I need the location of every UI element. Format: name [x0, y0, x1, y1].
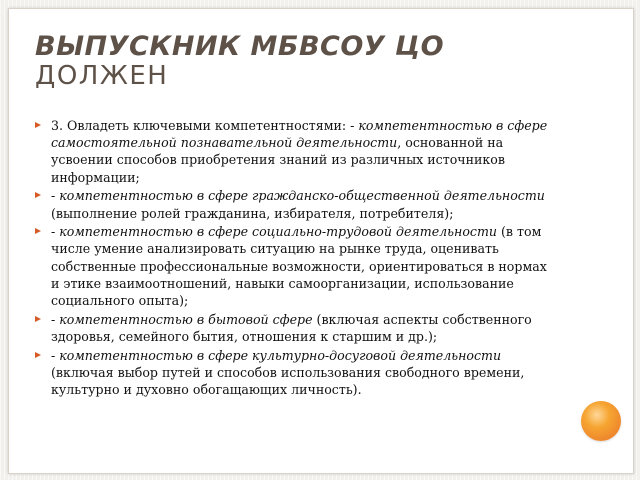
bullet-text-plain: , основанной на усвоении способов приобретения знаний из различных источников информации;	[51, 135, 505, 185]
bullet-item-1	[35, 117, 555, 186]
bullet-text-plain: -	[51, 311, 60, 327]
bullet-text-italic: компетентностью в сфере культурно-досуговой деятельности	[59, 347, 502, 363]
bullet-text-plain: (выполнение ролей гражданина, избирателя, потребителя);	[51, 205, 454, 221]
bullet-text-plain: -	[51, 347, 60, 363]
slide-title	[35, 33, 595, 91]
bullet-item-4	[35, 311, 555, 345]
bullet-item-2	[35, 187, 555, 221]
bullet-list	[35, 117, 555, 400]
bullet-text-plain: (включая аспекты собственного здоровья, семейного бытия, отношения к старшим и др.);	[51, 311, 532, 344]
bullet-arrow-icon	[35, 192, 41, 198]
bullet-text-plain: -	[51, 224, 60, 240]
decorative-orb-icon	[581, 401, 621, 441]
bullet-arrow-icon	[35, 316, 41, 322]
title-line-1: ВЫПУСКНИК МБВСОУ ЦО	[35, 31, 445, 62]
bullet-item-5	[35, 347, 555, 399]
bullet-arrow-icon	[35, 122, 41, 128]
bullet-text-plain: 3. Овладеть ключевыми компетентностями:	[51, 118, 351, 133]
bullet-arrow-icon	[35, 352, 41, 358]
slide	[8, 8, 634, 474]
bullet-item-3	[35, 223, 555, 309]
bullet-text-plain: -	[51, 188, 60, 204]
bullet-text-italic: компетентностью в сфере социально-трудовой деятельности	[59, 224, 498, 240]
bullet-text-plain: (включая выбор путей и способов использования свободного времени, культурно и духовно обогащающих личность).	[51, 364, 525, 398]
bullet-text-italic: компетентностью в сфере гражданско-общественной деятельности	[59, 188, 545, 204]
title-line-2: ДОЛЖЕН	[35, 61, 169, 92]
bullet-text-plain: (в том числе умение анализировать ситуацию на рынке труда, оценивать собственные профессиональные возможности, ориентироваться в нормах и этике взаимоотношений, навыки самоорганизации, использование социального опыта);	[51, 224, 547, 309]
bullet-arrow-icon	[35, 228, 41, 234]
bullet-text-italic: - компетентностью в сфере самостоятельной познавательной деятельности	[51, 118, 548, 151]
bullet-text-italic: компетентностью в бытовой сфере	[59, 311, 313, 327]
